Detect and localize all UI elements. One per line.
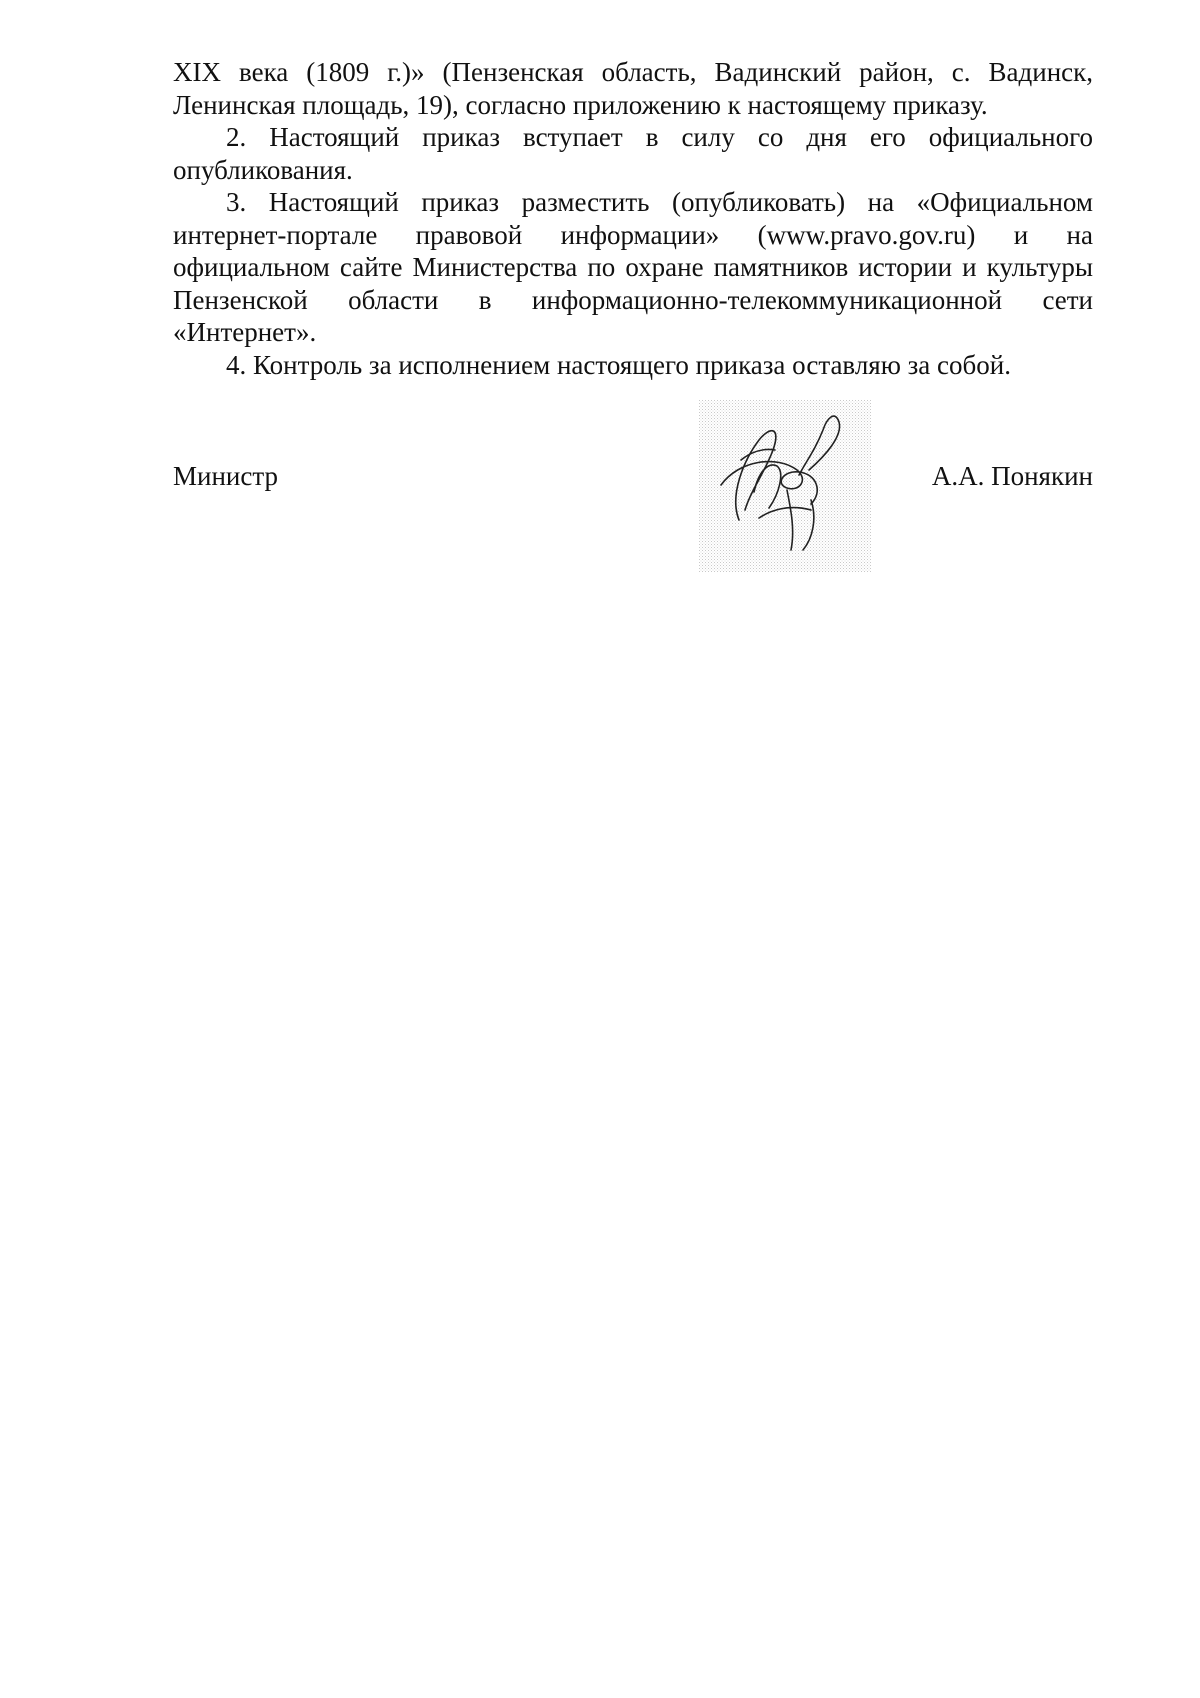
paragraph-continuation: XIX века (1809 г.)» (Пензенская область, Вадинский район, с. Вадинск, Ленинская площадь, 19), согласно приложению к настоящему приказу.: [173, 57, 1093, 120]
signature-block: [173, 400, 1093, 580]
paragraph-3: 3. Настоящий приказ разместить (опубликовать) на «Официальном интернет-портале правовой информации» (www.pravo.gov.ru) и на официальном сайте Министерства по охране памятников истории и культуры Пензенской области в информационно-телекоммуникационной сети «Интернет».: [173, 187, 1093, 347]
paragraph-2: 2. Настоящий приказ вступает в силу со дня его официального опубликования.: [173, 122, 1093, 185]
handwritten-signature: [699, 400, 871, 572]
paragraph-4: 4. Контроль за исполнением настоящего приказа оставляю за собой.: [226, 349, 1011, 380]
signatory-role: Министр: [173, 461, 278, 491]
signatory-name: А.А. Понякин: [931, 461, 1093, 491]
document-body: [173, 56, 1093, 381]
